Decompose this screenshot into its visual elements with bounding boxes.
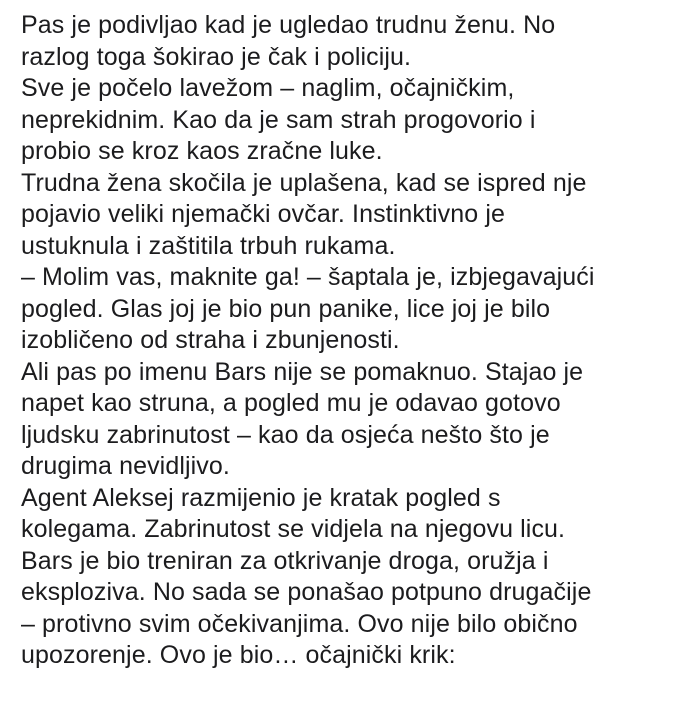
text-line: probio se kroz kaos zračne luke. — [21, 137, 383, 165]
text-line: – protivno svim očekivanjima. Ovo nije bilo obično — [21, 609, 578, 638]
text-line: izobličeno od straha i zbunjenosti. — [21, 326, 400, 354]
text-line: eksploziva. No sada se ponašao potpuno drugačije — [21, 578, 592, 606]
text-line: Pas je podivljao kad je ugledao trudnu ženu. No — [21, 11, 556, 39]
text-line: napet kao struna, a pogled mu je odavao gotovo — [21, 389, 561, 417]
text-line: Ali pas po imenu Bars nije se pomaknuo. Stajao je — [21, 357, 584, 386]
text-line: ustuknula i zaštitila trbuh rukama. — [21, 231, 396, 260]
text-line: razlog toga šokirao je čak i policiju. — [21, 42, 412, 71]
text-line: pogled. Glas joj je bio pun panike, lice joj je bilo — [21, 294, 551, 323]
text-line: Bars je bio treniran za otkrivanje droga, oružja i — [21, 546, 549, 575]
text-line: Sve je počelo lavežom – naglim, očajničkim, — [21, 74, 515, 102]
text-line: drugima nevidljivo. — [21, 452, 230, 480]
text-line: pojavio veliki njemački ovčar. Instinktivno je — [21, 200, 505, 228]
text-line: neprekidnim. Kao da je sam strah progovorio i — [21, 105, 536, 134]
text-line: ljudsku zabrinutost – kao da osjeća nešto što je — [21, 420, 550, 449]
text-line: kolegama. Zabrinutost se vidjela na njegovu licu. — [21, 515, 566, 543]
text-line: upozorenje. Ovo je bio… očajnički krik: — [21, 641, 456, 669]
text-line: Agent Aleksej razmijenio je kratak pogled s — [21, 483, 501, 512]
post-body-text — [21, 10, 678, 672]
text-line: Trudna žena skočila je uplašena, kad se ispred nje — [21, 168, 587, 197]
text-line: – Molim vas, maknite ga! – šaptala je, izbjegavajući — [21, 263, 595, 291]
